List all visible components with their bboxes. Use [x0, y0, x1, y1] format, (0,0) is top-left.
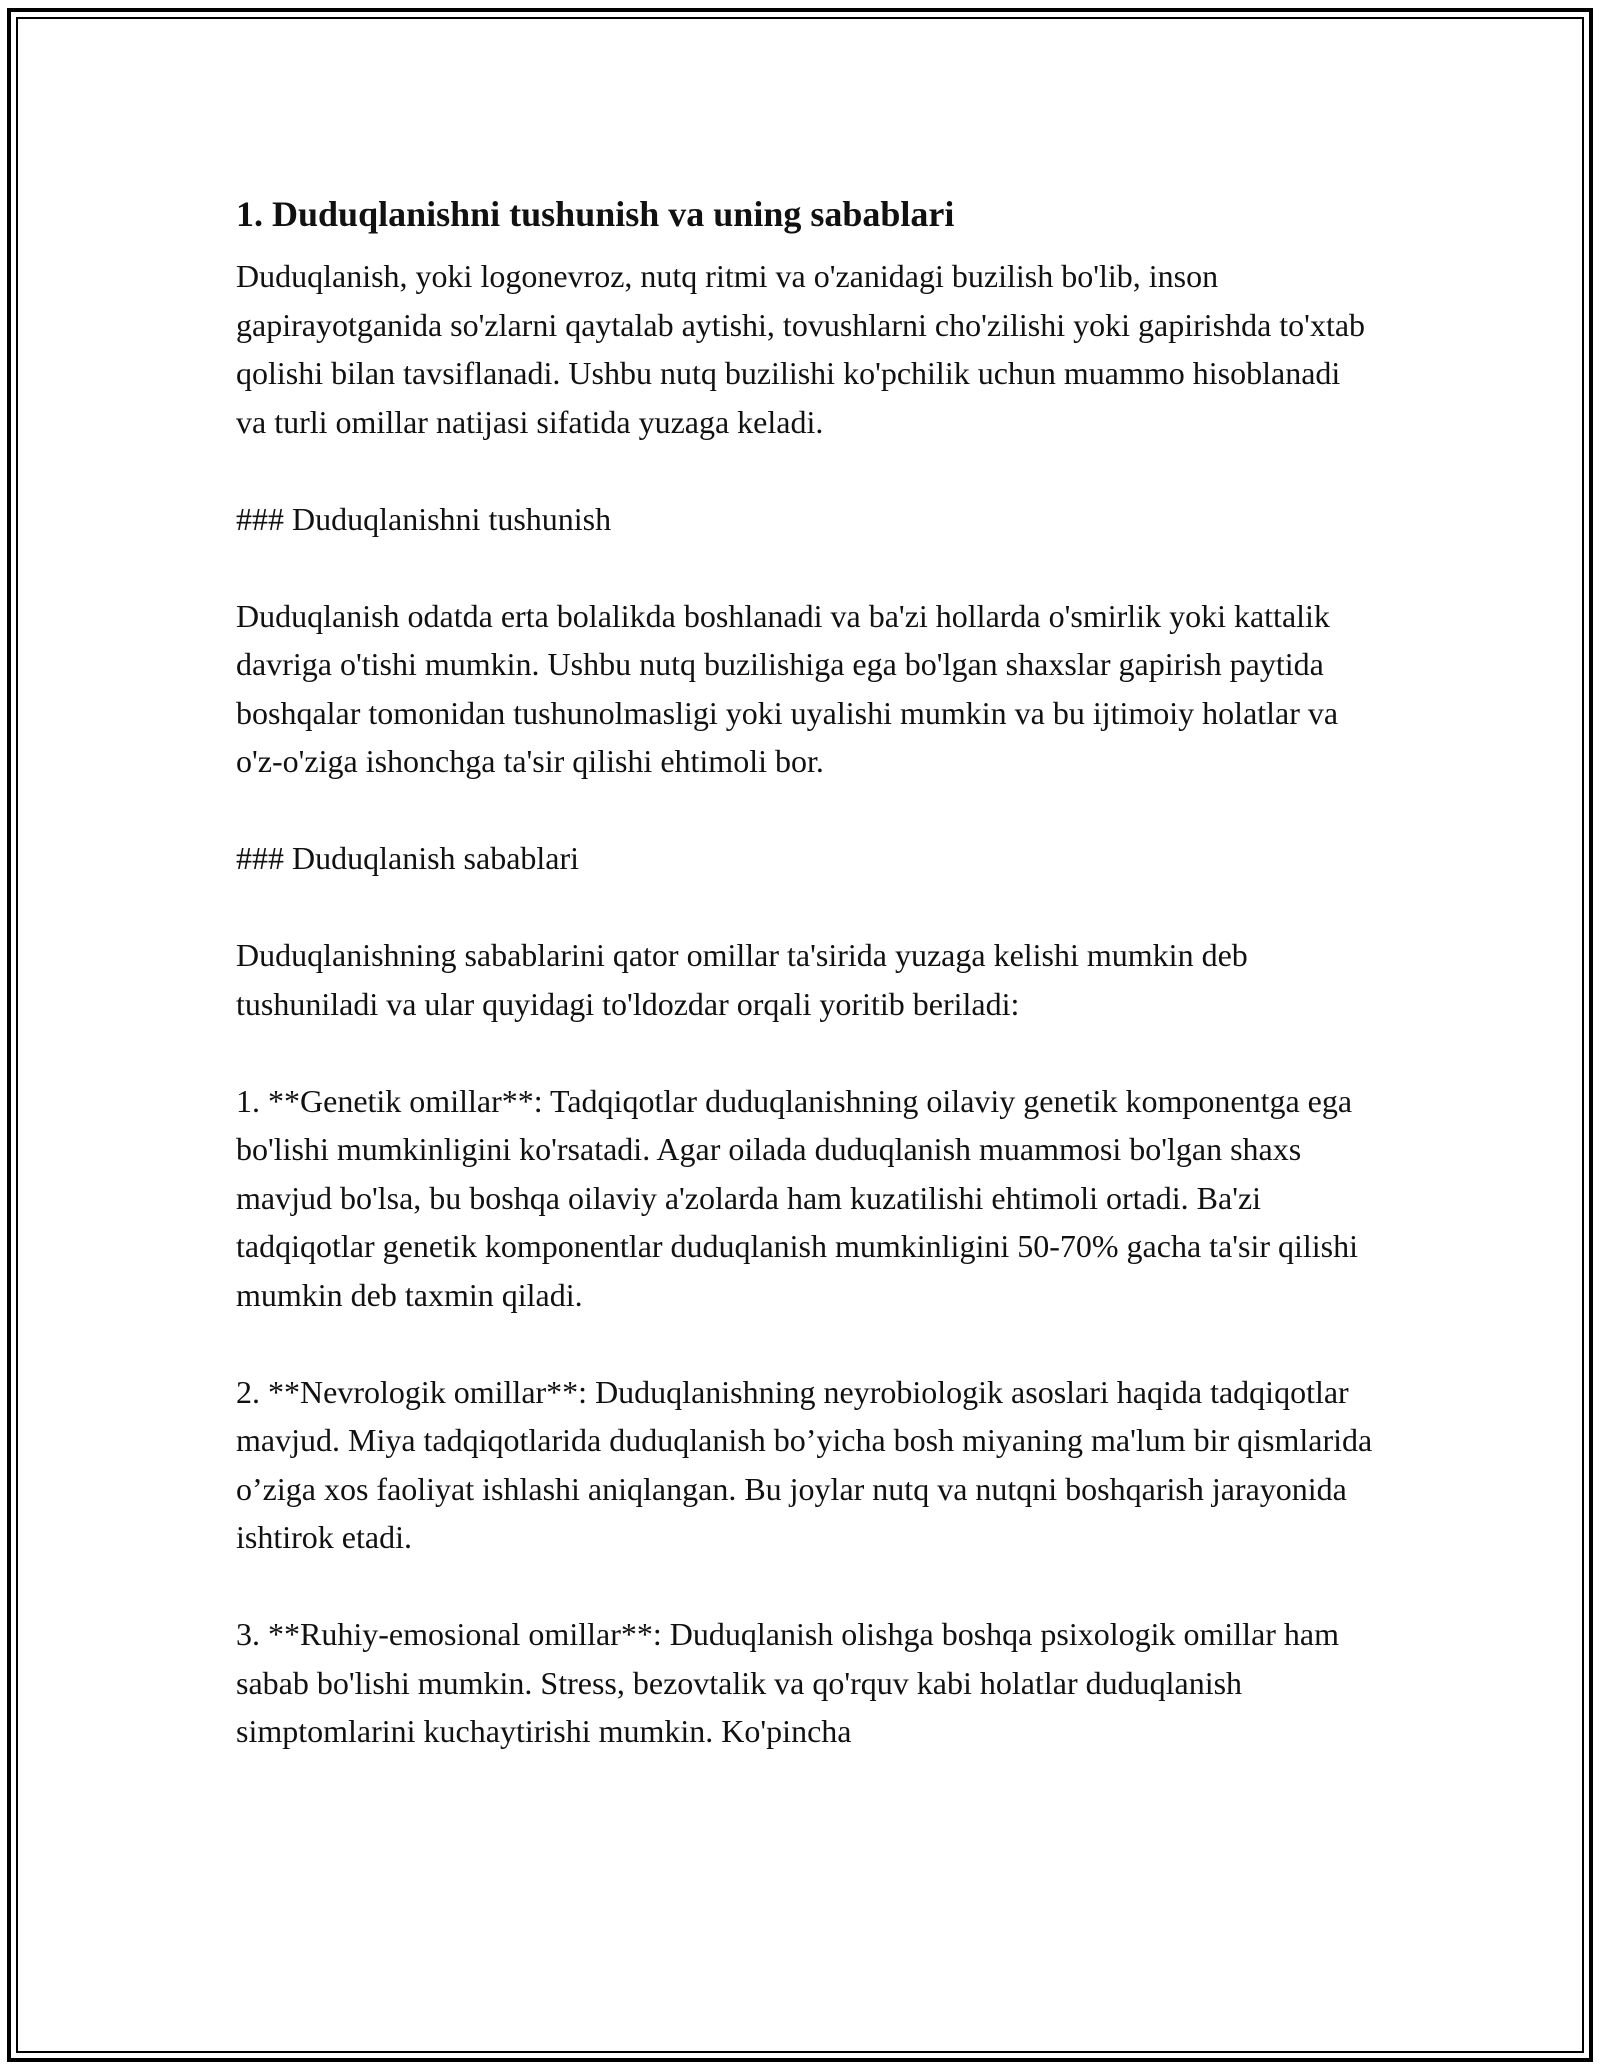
- list-item-neurological: 2. **Nevrologik omillar**: Duduqlanishning neyrobiologik asoslari haqida tadqiqotlar mavjud. Miya tadqiqotlarida duduqlanish bo’yicha bosh miyaning ma'lum bir qismlarida o’ziga xos faoliyat ishlashi aniqlangan. Bu joylar nutq va nutqni boshqarish jarayonida ishtirok etadi.: [236, 1373, 1373, 1555]
- list-item-genetic: 1. **Genetik omillar**: Tadqiqotlar duduqlanishning oilaviy genetik komponentga ega bo'lishi mumkinligini ko'rsatadi. Agar oilada duduqlanish muammosi bo'lgan shaxs mavjud bo'lsa, bu boshqa oilaviy a'zolarda ham kuzatilishi ehtimoli ortadi. Ba'zi tadqiqotlar genetik komponentlar duduqlanish mumkinligini 50-70% gacha ta'sir qilishi mumkin deb taxmin qiladi.: [236, 1082, 1359, 1313]
- understanding-paragraph: Duduqlanish odatda erta bolalikda boshlanadi va ba'zi hollarda o'smirlik yoki kattalik davriga o'tishi mumkin. Ushbu nutq buzilishiga ega bo'lgan shaxslar gapirish paytida boshqalar tomonidan tushunolmasligi yoki uyalishi mumkin va bu ijtimoiy holatlar va o'z-o'ziga ishonchga ta'sir qilishi ehtimoli bor.: [236, 597, 1339, 779]
- subheading-causes: ### Duduqlanish sabablari: [236, 840, 580, 876]
- subheading-understanding: ### Duduqlanishni tushunish: [236, 500, 612, 537]
- document-body: [236, 186, 1376, 1756]
- section-heading: 1. Duduqlanishni tushunish va uning sabablari: [236, 194, 955, 234]
- list-item-emotional: 3. **Ruhiy-emosional omillar**: Duduqlanish olishga boshqa psixologik omillar ham sabab bo'lishi mumkin. Stress, bezovtalik va qo'rquv kabi holatlar duduqlanish simptomlarini kuchaytirishi mumkin. Ko'pincha: [236, 1616, 1340, 1749]
- causes-intro-paragraph: Duduqlanishning sabablarini qator omillar ta'sirida yuzaga kelishi mumkin deb tushuniladi va ular quyidagi to'ldozdar orqali yoritib beriladi:: [236, 937, 1248, 1022]
- intro-paragraph: Duduqlanish, yoki logonevroz, nutq ritmi va o'zanidagi buzilish bo'lib, inson gapirayotganida so'zlarni qaytalab aytishi, tovushlarni cho'zilishi yoki gapirishda to'xtab qolishi bilan tavsiflanadi. Ushbu nutq buzilishi ko'pchilik uchun muammo hisoblanadi va turli omillar natijasi sifatida yuzaga keladi.: [236, 258, 1366, 440]
